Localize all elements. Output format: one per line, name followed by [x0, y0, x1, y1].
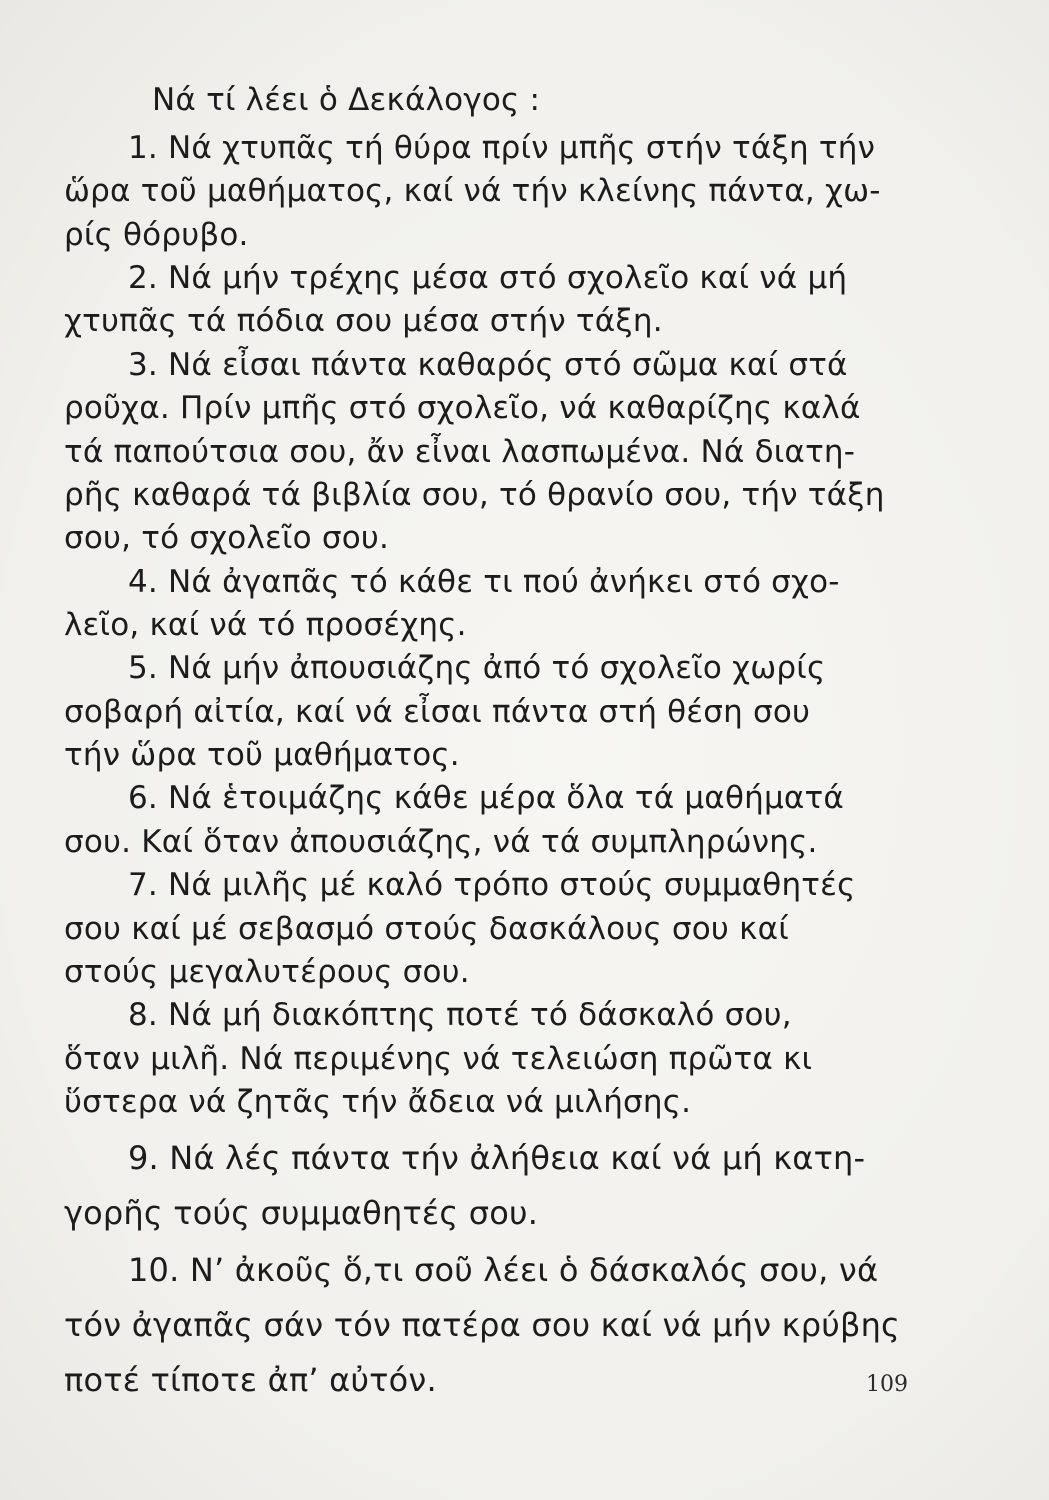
- rule-8-line-1: 8. Νά μή διακόπτης ποτέ τό δάσκαλό σου,: [128, 997, 792, 1033]
- rule-6-line-1: 6. Νά ἑτοιμάζης κάθε μέρα ὅλα τά μαθήματά: [128, 780, 845, 816]
- rule-7-line-1: 7. Νά μιλῆς μέ καλό τρόπο στούς συμμαθητές: [128, 867, 856, 903]
- rule-8-line-3: ὕστερα νά ζητᾶς τήν ἄδεια νά μιλήσης.: [64, 1084, 692, 1120]
- rule-9-line-1: 9. Νά λές πάντα τήν ἀλήθεια καί νά μή κατη-: [128, 1139, 866, 1177]
- rule-2-line-2: χτυπᾶς τά πόδια σου μέσα στήν τάξη.: [64, 303, 663, 339]
- rule-5-line-2: σοβαρή αἰτία, καί νά εἶσαι πάντα στή θέση σου: [64, 694, 811, 730]
- rule-7-line-3: στούς μεγαλυτέρους σου.: [64, 954, 470, 990]
- rule-1-line-1: 1. Νά χτυπᾶς τή θύρα πρίν μπῆς στήν τάξη τήν: [128, 130, 876, 166]
- rule-8-line-2: ὅταν μιλῆ. Νά περιμένης νά τελειώση πρῶτα κι: [64, 1041, 813, 1077]
- rule-4-line-1: 4. Νά ἀγαπᾶς τό κάθε τι πού ἀνήκει στό σχο-: [128, 564, 840, 600]
- rule-10-line-2: τόν ἀγαπᾶς σάν τόν πατέρα σου καί νά μήν κρύβης: [64, 1306, 901, 1344]
- rule-4-line-2: λεῖο, καί νά τό προσέχης.: [64, 607, 467, 643]
- rule-3-line-1: 3. Νά εἶσαι πάντα καθαρός στό σῶμα καί στά: [128, 347, 848, 383]
- rule-2-line-1: 2. Νά μήν τρέχης μέσα στό σχολεῖο καί νά μή: [128, 260, 848, 296]
- rule-6-line-2: σου. Καί ὅταν ἀπουσιάζης, νά τά συμπληρώνης.: [64, 824, 818, 860]
- rule-5-line-3: τήν ὥρα τοῦ μαθήματος.: [64, 737, 460, 773]
- rule-5-line-1: 5. Νά μήν ἀπουσιάζης ἀπό τό σχολεῖο χωρίς: [128, 650, 826, 686]
- rule-10-line-1: 10. Ν’ ἀκοῦς ὅ,τι σοῦ λέει ὁ δάσκαλός σου, νά: [128, 1251, 879, 1289]
- page-number: 109: [866, 1372, 908, 1397]
- rule-3-line-4: ρῆς καθαρά τά βιβλία σου, τό θρανίο σου, τήν τάξη: [64, 477, 885, 513]
- rule-9-line-2: γορῆς τούς συμμαθητές σου.: [64, 1194, 539, 1232]
- rule-3-line-5: σου, τό σχολεῖο σου.: [64, 520, 390, 556]
- rule-3-line-3: τά παπούτσια σου, ἄν εἶναι λασπωμένα. Νά διατη-: [64, 434, 856, 470]
- heading: Νά τί λέει ὁ Δεκάλογος :: [152, 82, 541, 118]
- rule-1-line-3: ρίς θόρυβο.: [64, 217, 249, 253]
- rule-10-line-3: ποτέ τίποτε ἀπ’ αὐτόν.: [64, 1361, 437, 1399]
- rule-7-line-2: σου καί μέ σεβασμό στούς δασκάλους σου καί: [64, 911, 789, 947]
- rule-3-line-2: ροῦχα. Πρίν μπῆς στό σχολεῖο, νά καθαρίζης καλά: [64, 390, 861, 426]
- rule-1-line-2: ὥρα τοῦ μαθήματος, καί νά τήν κλείνης πάντα, χω-: [64, 173, 881, 209]
